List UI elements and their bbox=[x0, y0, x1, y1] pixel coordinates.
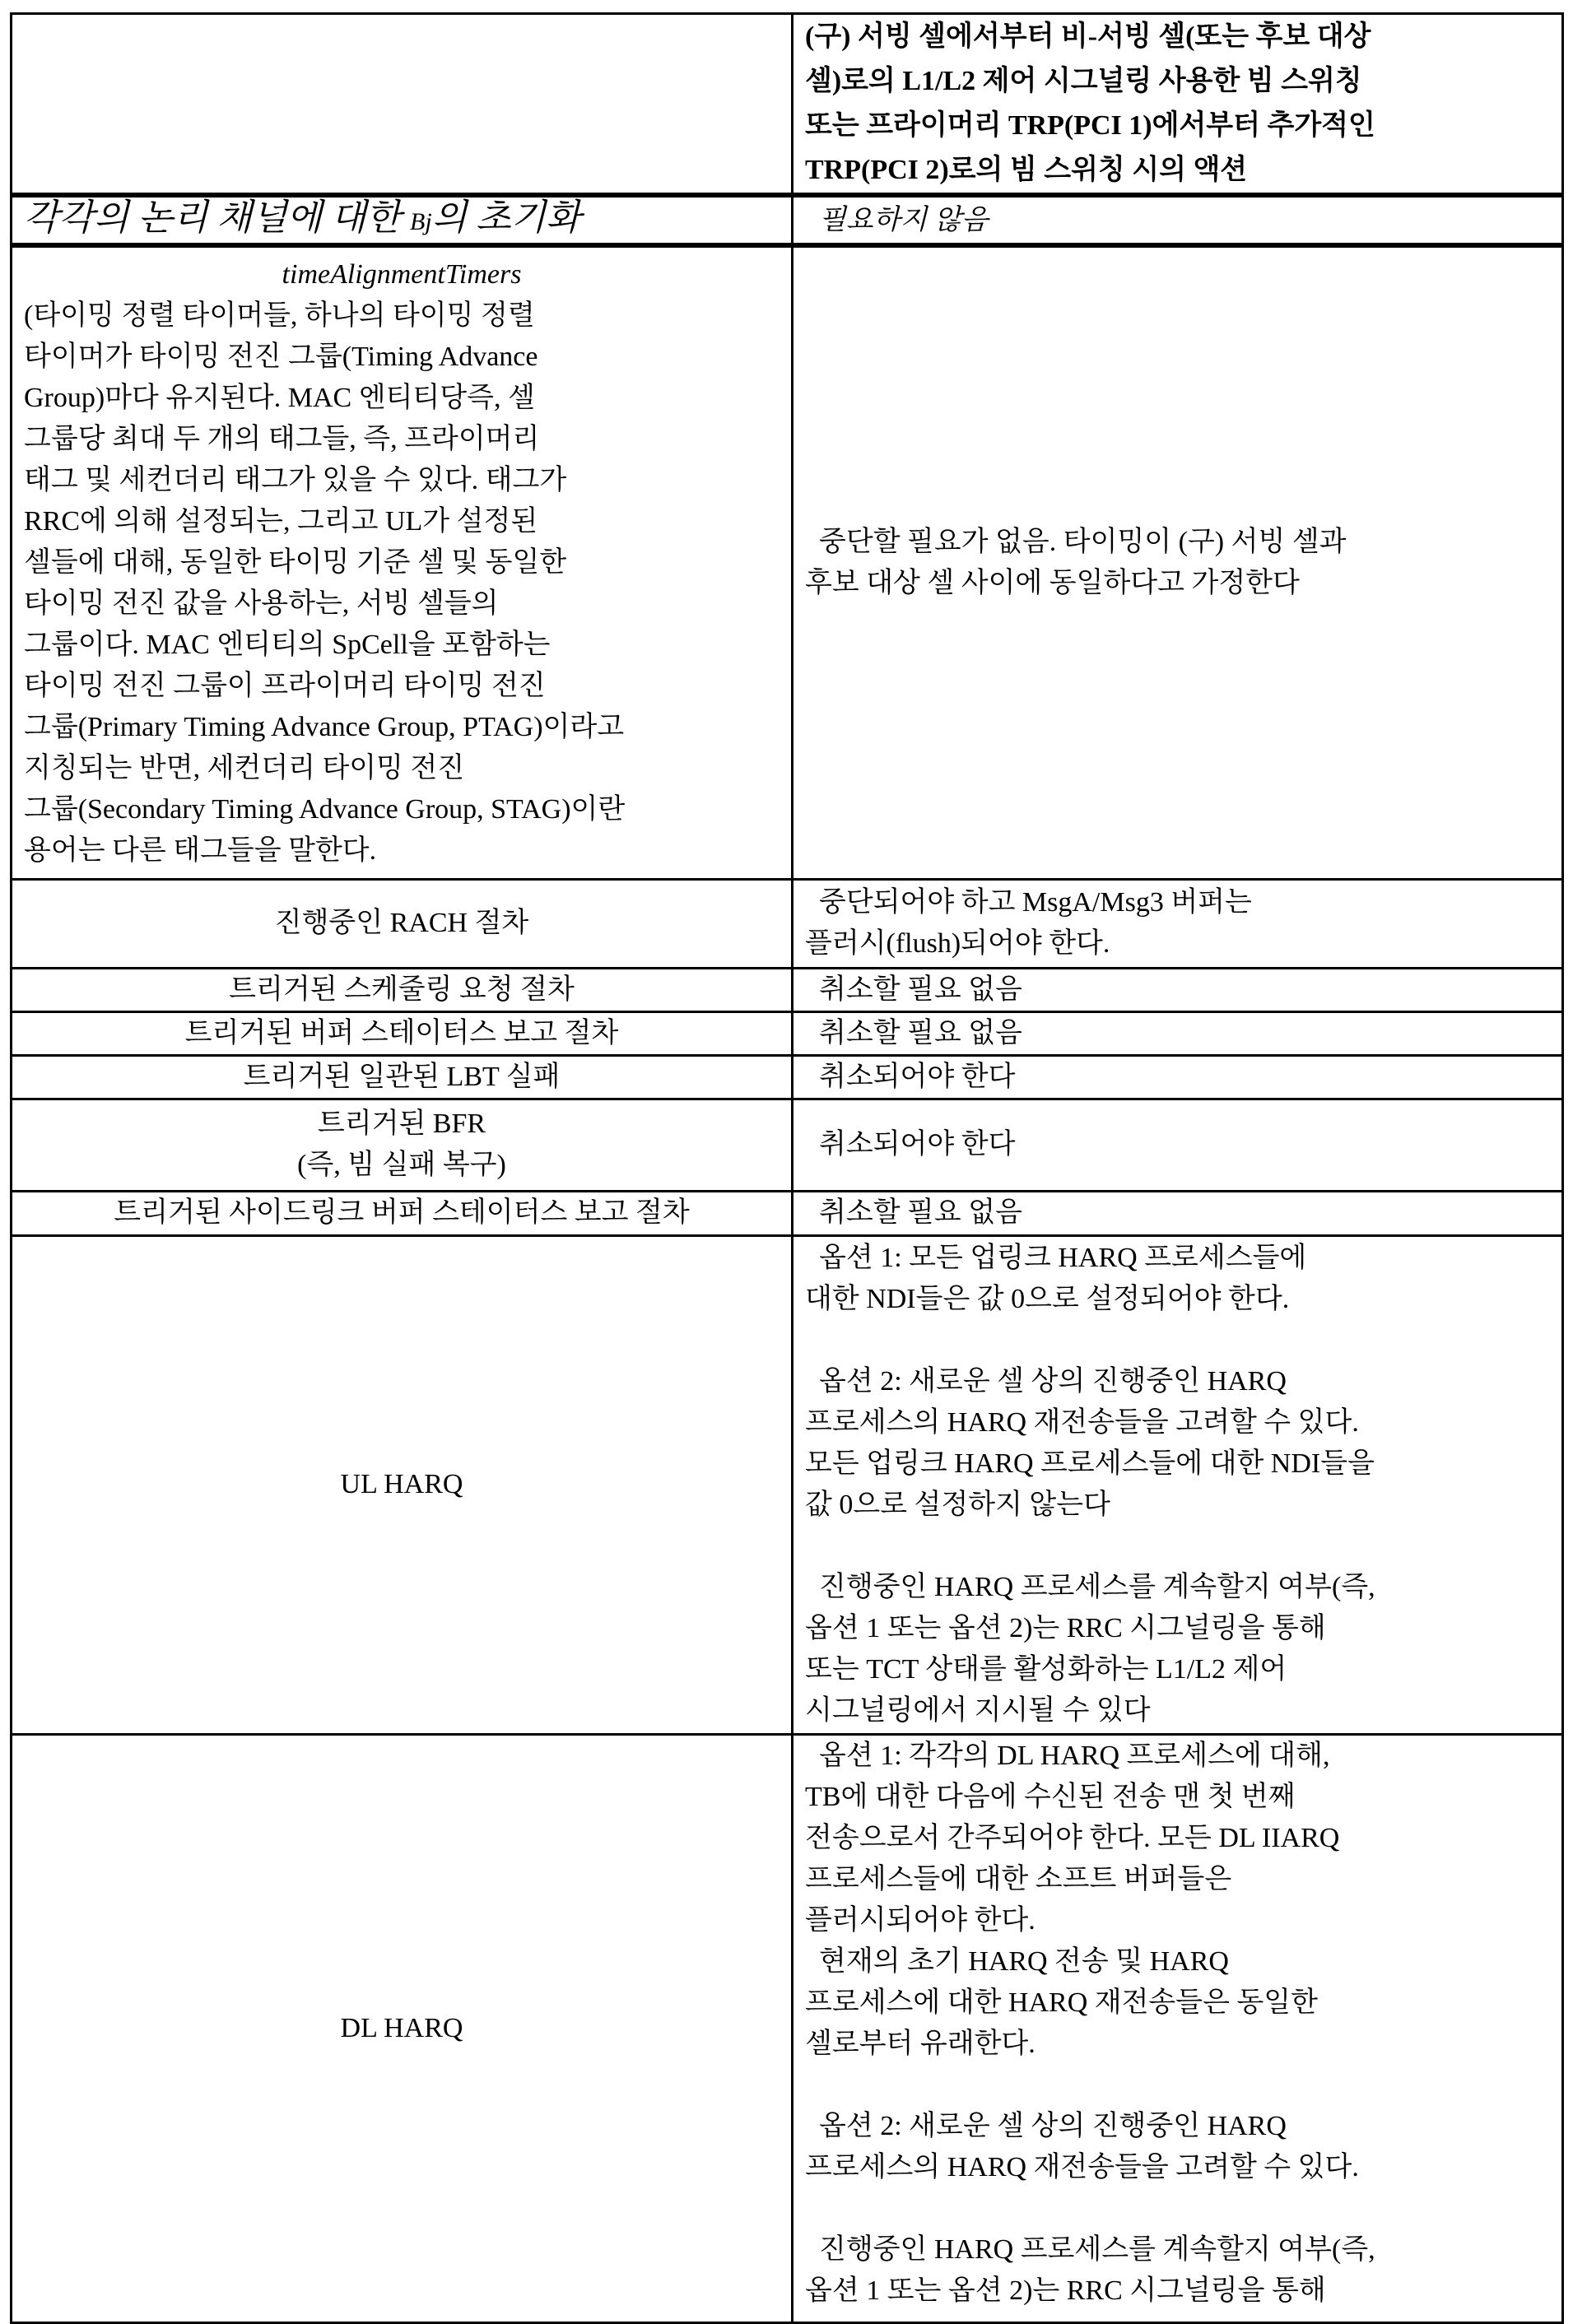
bj-variable: Bj bbox=[410, 208, 432, 235]
table-row bbox=[12, 1191, 1563, 1235]
table-header-row bbox=[12, 14, 1563, 196]
time-alignment-action: 중단할 필요가 없음. 타이밍이 (구) 서빙 셀과 후보 대상 셀 사이에 동일하다고 가정한다 bbox=[793, 245, 1563, 879]
bj-label-prefix: 각각의 논리 채널에 대한 bbox=[24, 198, 410, 238]
table-row bbox=[12, 1011, 1563, 1055]
time-alignment-title: timeAlignmentTimers bbox=[24, 254, 780, 295]
row-action: 취소할 필요 없음 bbox=[793, 1191, 1563, 1235]
row-label: 트리거된 일관된 LBT 실패 bbox=[12, 1055, 793, 1099]
row-label: 트리거된 BFR (즉, 빔 실패 복구) bbox=[12, 1099, 793, 1191]
row-action: 옵션 1: 각각의 DL HARQ 프로세스에 대해, TB에 대한 다음에 수신된 전송 맨 첫 번째 전송으로서 간주되어야 한다. 모든 DL IIARQ 프로세스들에 대한 소프트 버퍼들은 플러시되어야 한다. 현재의 초기 HARQ 전송 및 HARQ 프로세스에 대한 HARQ 재전송들은 동일한 셀로부터 유래한다. 옵션 2: 새로운 셀 상의 진행중인 HARQ 프로세스의 HARQ 재전송들을 고려할 수 있다. 진행중인 HARQ 프로세스를 계속할지 여부(즉, 옵션 1 또는 옵션 2)는 RRC 시그널링을 통해 bbox=[793, 1734, 1563, 2322]
header-left-cell bbox=[12, 14, 793, 196]
table-row bbox=[12, 195, 1563, 245]
row-action: 취소할 필요 없음 bbox=[793, 1011, 1563, 1055]
row-label: 트리거된 버퍼 스테이터스 보고 절차 bbox=[12, 1011, 793, 1055]
row-label: 트리거된 스케줄링 요청 절차 bbox=[12, 968, 793, 1011]
bj-label-suffix: 의 초기화 bbox=[432, 198, 581, 238]
row-action: 취소되어야 한다 bbox=[793, 1055, 1563, 1099]
table-row bbox=[12, 1055, 1563, 1099]
table-row bbox=[12, 1099, 1563, 1191]
row-action: 중단되어야 하고 MsgA/Msg3 버퍼는 플러시(flush)되어야 한다. bbox=[793, 879, 1563, 968]
bj-init-label bbox=[12, 195, 793, 245]
row-label: DL HARQ bbox=[12, 1734, 793, 2322]
header-right-cell: (구) 서빙 셀에서부터 비-서빙 셀(또는 후보 대상 셀)로의 L1/L2 제어 시그널링 사용한 빔 스위칭 또는 프라이머리 TRP(PCI 1)에서부터 추가적인 TRP(PCI 2)로의 빔 스위칭 시의 액션 bbox=[793, 14, 1563, 196]
row-label: 트리거된 사이드링크 버퍼 스테이터스 보고 절차 bbox=[12, 1191, 793, 1235]
table-row bbox=[12, 1235, 1563, 1734]
row-label: 진행중인 RACH 절차 bbox=[12, 879, 793, 968]
row-action: 취소되어야 한다 bbox=[793, 1099, 1563, 1191]
table-row bbox=[12, 879, 1563, 968]
table-row bbox=[12, 968, 1563, 1011]
row-label: UL HARQ bbox=[12, 1235, 793, 1734]
mac-actions-table bbox=[10, 12, 1564, 2324]
time-alignment-description: (타이밍 정렬 타이머들, 하나의 타이밍 정렬 타이머가 타이밍 전진 그룹(Timing Advance Group)마다 유지된다. MAC 엔티티당즉, 셀 그룹당 최대 두 개의 태그들, 즉, 프라이머리 태그 및 세컨더리 태그가 있을 수 있다. 태그가 RRC에 의해 설정되는, 그리고 UL가 설정된 셀들에 대해, 동일한 타이밍 기준 셀 및 동일한 타이밍 전진 값을 사용하는, 서빙 셀들의 그룹이다. MAC 엔티티의 SpCell을 포함하는 타이밍 전진 그룹이 프라이머리 타이밍 전진 그룹(Primary Timing Advance Group, PTAG)이라고 지칭되는 반면, 세컨더리 타이밍 전진 그룹(Secondary Timing Advance Group, STAG)이란 용어는 다른 태그들을 말한다. bbox=[24, 300, 625, 866]
row-action: 취소할 필요 없음 bbox=[793, 968, 1563, 1011]
table-row bbox=[12, 1734, 1563, 2322]
bj-init-action: 필요하지 않음 bbox=[793, 195, 1563, 245]
table-row bbox=[12, 245, 1563, 879]
row-action: 옵션 1: 모든 업링크 HARQ 프로세스들에 대한 NDI들은 값 0으로 설정되어야 한다. 옵션 2: 새로운 셀 상의 진행중인 HARQ 프로세스의 HARQ 재전송들을 고려할 수 있다. 모든 업링크 HARQ 프로세스들에 대한 NDI들을 값 0으로 설정하지 않는다 진행중인 HARQ 프로세스를 계속할지 여부(즉, 옵션 1 또는 옵션 2)는 RRC 시그널링을 통해 또는 TCT 상태를 활성화하는 L1/L2 제어 시그널링에서 지시될 수 있다 bbox=[793, 1235, 1563, 1734]
time-alignment-cell bbox=[12, 245, 793, 879]
